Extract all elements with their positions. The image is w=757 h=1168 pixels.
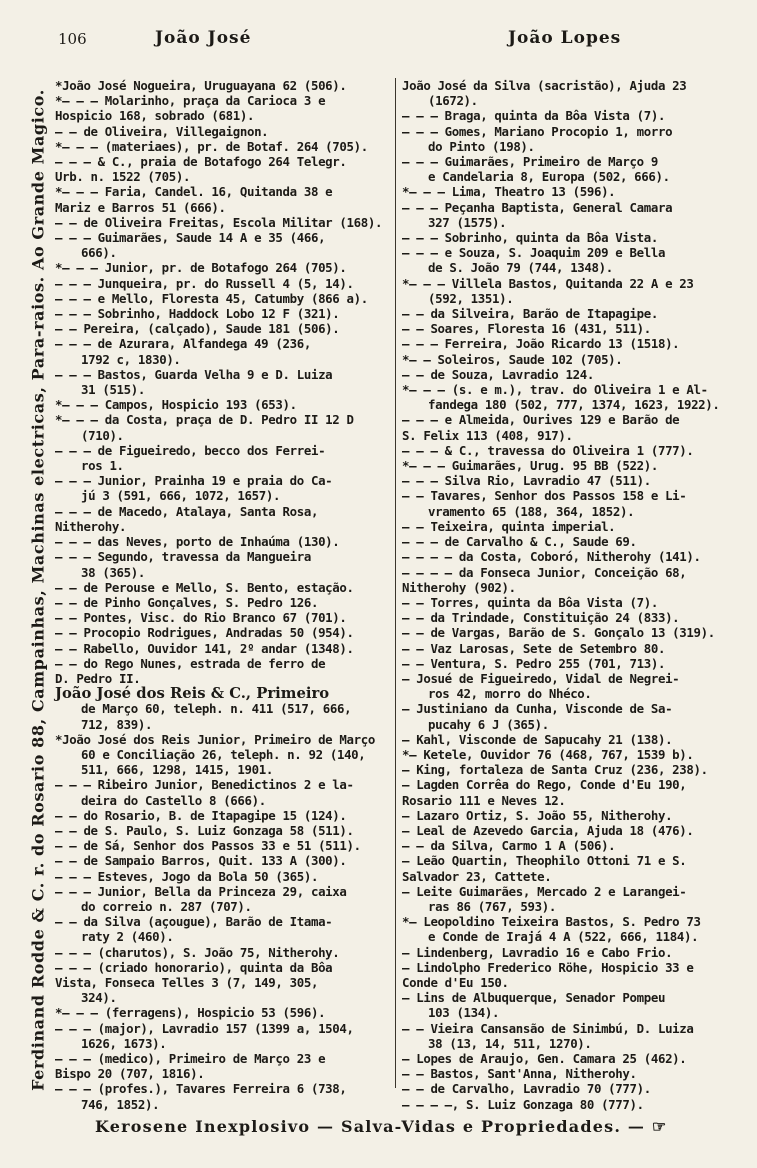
directory-line: *— Leopoldino Teixeira Bastos, S. Pedro 73 xyxy=(402,914,701,930)
directory-line: — — Vieira Cansansão de Sinimbú, D. Luiza xyxy=(402,1020,694,1036)
directory-line: *— — — Molarinho, praça da Carioca 3 e xyxy=(55,93,326,109)
directory-line: — Justiniano da Cunha, Visconde de Sa- xyxy=(402,701,673,717)
directory-line: Conde d'Eu 150. xyxy=(402,974,509,990)
running-head-right: João Lopes xyxy=(508,28,622,48)
directory-line: — — — de Macedo, Atalaya, Santa Rosa, xyxy=(55,503,319,519)
directory-line: — — da Silva, Carmo 1 A (506). xyxy=(402,838,616,854)
directory-line: Urb. n. 1522 (705). xyxy=(55,169,191,185)
footer-advertisement xyxy=(95,1117,667,1136)
directory-line: 511, 666, 1298, 1415, 1901. xyxy=(81,762,273,778)
directory-line: *João José Nogueira, Uruguayana 62 (506). xyxy=(55,78,347,93)
footer-text: Kerosene Inexplosivo — Salva-Vidas e Propriedades. — xyxy=(95,1117,646,1136)
directory-line: — — Rabello, Ouvidor 141, 2º andar (1348). xyxy=(55,640,354,656)
directory-line: — Lindolpho Frederico Röhe, Hospicio 33 e xyxy=(402,959,694,975)
directory-line: — — da Silveira, Barão de Itapagipe. xyxy=(402,306,658,322)
directory-line: S. Felix 113 (408, 917). xyxy=(402,427,573,443)
directory-line: — — — (criado honorario), quinta da Bôa xyxy=(55,959,333,975)
directory-line: *— Ketele, Ouvidor 76 (468, 767, 1539 b). xyxy=(402,746,694,762)
directory-line: — — — Gomes, Mariano Procopio 1, morro xyxy=(402,123,673,139)
directory-line: *— — — Campos, Hospicio 193 (653). xyxy=(55,397,297,413)
directory-line: 712, 839). xyxy=(81,716,153,732)
directory-line: — — — —, S. Luiz Gonzaga 80 (777). xyxy=(402,1096,644,1112)
directory-line: João José dos Reis & C., Primeiro xyxy=(55,685,330,703)
directory-line: — — de Oliveira Freitas, Escola Militar (168). xyxy=(55,214,383,230)
directory-line: 746, 1852). xyxy=(81,1096,160,1112)
directory-line: — King, fortaleza de Santa Cruz (236, 238). xyxy=(402,762,708,778)
directory-line: e Candelaria 8, Europa (502, 666). xyxy=(428,169,670,185)
directory-line: — — de Oliveira, Villegaignon. xyxy=(55,123,269,139)
directory-line: *João José dos Reis Junior, Primeiro de Março xyxy=(55,731,375,747)
directory-line: — Lazaro Ortiz, S. João 55, Nitherohy. xyxy=(402,807,673,823)
running-head-left: João José xyxy=(155,28,252,48)
directory-line: — Lopes de Araujo, Gen. Camara 25 (462). xyxy=(402,1051,687,1066)
directory-line: — — Tavares, Senhor dos Passos 158 e Li- xyxy=(402,488,687,504)
directory-line: — — — Guimarães, Primeiro de Março 9 xyxy=(402,154,658,170)
directory-line: — — — & C., praia de Botafogo 264 Telegr. xyxy=(55,154,347,170)
directory-line: 1792 c, 1830). xyxy=(81,351,181,367)
pointing-hand-icon: ☞ xyxy=(651,1117,668,1136)
directory-line: — — de Vargas, Barão de S. Gonçalo 13 (319). xyxy=(402,625,715,641)
directory-line: — — — Bastos, Guarda Velha 9 e D. Luiza xyxy=(55,366,333,382)
directory-line: 324). xyxy=(81,990,117,1006)
directory-line: 31 (515). xyxy=(81,382,145,398)
directory-line: — — — — da Fonseca Junior, Conceição 68, xyxy=(402,564,687,580)
directory-line: — — Teixeira, quinta imperial. xyxy=(402,518,616,534)
directory-line: (592, 1351). xyxy=(428,290,514,306)
directory-line: — — — Junior, Prainha 19 e praia do Ca- xyxy=(55,473,333,489)
directory-line: Nitherohy. xyxy=(55,518,127,534)
directory-line: Nitherohy (902). xyxy=(402,579,516,595)
directory-line: — — — Guimarães, Saude 14 A e 35 (466, xyxy=(55,230,326,246)
directory-line: — Josué de Figueiredo, Vidal de Negrei- xyxy=(402,670,680,686)
directory-line: — — da Trindade, Constituição 24 (833). xyxy=(402,610,680,626)
directory-line: Salvador 23, Cattete. xyxy=(402,868,552,884)
directory-line: *— — — (s. e m.), trav. do Oliveira 1 e Al- xyxy=(402,382,708,398)
directory-line: — — Ventura, S. Pedro 255 (701, 713). xyxy=(402,655,666,671)
directory-line: — — Procopio Rodrigues, Andradas 50 (954). xyxy=(55,625,354,641)
directory-line: — — de S. Paulo, S. Luiz Gonzaga 58 (511). xyxy=(55,822,354,838)
directory-line: — — — Peçanha Baptista, General Camara xyxy=(402,199,673,215)
directory-line: raty 2 (460). xyxy=(81,929,174,945)
directory-line: — — — das Neves, porto de Inhaúma (130). xyxy=(55,534,340,550)
right-column xyxy=(395,78,724,1112)
directory-line: *— — — Junior, pr. de Botafogo 264 (705). xyxy=(55,260,347,276)
directory-line: — — — e Almeida, Ourives 129 e Barão de xyxy=(402,412,680,428)
directory-line: — — — Silva Rio, Lavradio 47 (511). xyxy=(402,473,651,489)
directory-line: — — — — da Costa, Coboró, Nitherohy (141). xyxy=(402,549,701,565)
directory-line: — — — e Souza, S. Joaquim 209 e Bella xyxy=(402,245,666,261)
directory-line: — — — de Carvalho & C., Saude 69. xyxy=(402,534,637,550)
directory-line: fandega 180 (502, 777, 1374, 1623, 1922). xyxy=(428,397,720,413)
directory-line: *— — — Lima, Theatro 13 (596). xyxy=(402,184,616,200)
directory-line: — Leão Quartin, Theophilo Ottoni 71 e S. xyxy=(402,853,687,869)
directory-line: — — — (medico), Primeiro de Março 23 e xyxy=(55,1051,326,1066)
directory-line: *— — — (materiaes), pr. de Botaf. 264 (705). xyxy=(55,138,368,154)
directory-line: — — — & C., travessa do Oliveira 1 (777). xyxy=(402,442,694,458)
directory-line: — — — (major), Lavradio 157 (1399 a, 1504, xyxy=(55,1020,354,1036)
directory-line: — — — e Mello, Floresta 45, Catumby (866 a). xyxy=(55,290,368,306)
directory-line: Vista, Fonseca Telles 3 (7, 149, 305, xyxy=(55,974,319,990)
directory-line: — — — Ribeiro Junior, Benedictinos 2 e la- xyxy=(55,777,354,793)
directory-line: de S. João 79 (744, 1348). xyxy=(428,260,613,276)
directory-line: — — — de Azurara, Alfandega 49 (236, xyxy=(55,336,311,352)
directory-line: vramento 65 (188, 364, 1852). xyxy=(428,503,635,519)
directory-line: do correio n. 287 (707). xyxy=(81,898,252,914)
directory-line: — — — Sobrinho, Haddock Lobo 12 F (321). xyxy=(55,306,340,322)
directory-line: — — — (profes.), Tavares Ferreira 6 (738, xyxy=(55,1081,347,1097)
directory-line: — — — Braga, quinta da Bôa Vista (7). xyxy=(402,108,666,124)
directory-line: 60 e Conciliação 26, teleph. n. 92 (140, xyxy=(81,746,366,762)
page-number: 106 xyxy=(58,30,87,48)
directory-line: — — — (charutos), S. João 75, Nitherohy. xyxy=(55,944,340,960)
left-column xyxy=(55,78,390,1112)
directory-line: ros 42, morro do Nhéco. xyxy=(428,686,592,702)
directory-line: — — — Segundo, travessa da Mangueira xyxy=(55,549,311,565)
directory-line: *— — — da Costa, praça de D. Pedro II 12 D xyxy=(55,412,354,428)
directory-line: — — — de Figueiredo, becco dos Ferrei- xyxy=(55,442,326,458)
directory-line: 103 (134). xyxy=(428,1005,500,1021)
directory-line: — — — Esteves, Jogo da Bola 50 (365). xyxy=(55,868,319,884)
directory-line: 666). xyxy=(81,245,117,261)
directory-line: — — de Perouse e Mello, S. Bento, estação. xyxy=(55,579,354,595)
directory-line: — — — Junior, Bella da Princeza 29, caixa xyxy=(55,883,347,899)
directory-line: *— — — Villela Bastos, Quitanda 22 A e 23 xyxy=(402,275,694,291)
directory-line: e Conde de Irajá 4 A (522, 666, 1184). xyxy=(428,929,699,945)
directory-line: (1672). xyxy=(428,93,478,109)
directory-line: pucahy 6 J (365). xyxy=(428,716,549,732)
directory-line: *— — — (ferragens), Hospicio 53 (596). xyxy=(55,1005,326,1021)
directory-line: — — de Souza, Lavradio 124. xyxy=(402,366,594,382)
directory-line: de Março 60, teleph. n. 411 (517, 666, xyxy=(81,701,352,717)
directory-line: Hospicio 168, sobrado (681). xyxy=(55,108,255,124)
directory-line: ros 1. xyxy=(81,458,124,474)
directory-line: Bispo 20 (707, 1816). xyxy=(55,1066,205,1082)
directory-line: 38 (365). xyxy=(81,564,145,580)
directory-line: — Leal de Azevedo Garcia, Ajuda 18 (476). xyxy=(402,822,694,838)
directory-line: — — Pontes, Visc. do Rio Branco 67 (701). xyxy=(55,610,347,626)
directory-line: — — Soares, Floresta 16 (431, 511). xyxy=(402,321,651,337)
directory-line: — — Pereira, (calçado), Saude 181 (506). xyxy=(55,321,340,337)
directory-line: — Leite Guimarães, Mercado 2 e Larangei- xyxy=(402,883,687,899)
directory-line: — — de Pinho Gonçalves, S. Pedro 126. xyxy=(55,594,319,610)
directory-line: — Lagden Corrêa do Rego, Conde d'Eu 190, xyxy=(402,777,687,793)
directory-line: ras 86 (767, 593). xyxy=(428,898,556,914)
directory-line: — — Torres, quinta da Bôa Vista (7). xyxy=(402,594,658,610)
directory-line: 38 (13, 14, 511, 1270). xyxy=(428,1035,592,1051)
directory-line: (710). xyxy=(81,427,124,443)
directory-line: do Pinto (198). xyxy=(428,138,535,154)
directory-line: — — — Sobrinho, quinta da Bôa Vista. xyxy=(402,230,658,246)
directory-line: *— — — Faria, Candel. 16, Quitanda 38 e xyxy=(55,184,333,200)
directory-line: — — de Carvalho, Lavradio 70 (777). xyxy=(402,1081,651,1097)
directory-line: — Kahl, Visconde de Sapucahy 21 (138). xyxy=(402,731,673,747)
directory-line: — — — Ferreira, João Ricardo 13 (1518). xyxy=(402,336,680,352)
directory-line: Mariz e Barros 51 (666). xyxy=(55,199,226,215)
directory-line: 327 (1575). xyxy=(428,214,507,230)
directory-line: — — Bastos, Sant'Anna, Nitherohy. xyxy=(402,1066,637,1082)
directory-line: — Lins de Albuquerque, Senador Pompeu xyxy=(402,990,666,1006)
directory-line: — — da Silva (açougue), Barão de Itama- xyxy=(55,914,333,930)
directory-line: — — — Junqueira, pr. do Russell 4 (5, 14). xyxy=(55,275,354,291)
directory-line: — Lindenberg, Lavradio 16 e Cabo Frio. xyxy=(402,944,673,960)
directory-line: jú 3 (591, 666, 1072, 1657). xyxy=(81,488,281,504)
side-advertisement: Ferdinand Rodde & C. r. do Rosario 88, Campainhas, Machinas electricas, Para-raios. Ao Grande Magico. xyxy=(28,89,48,1091)
directory-line: Rosario 111 e Neves 12. xyxy=(402,792,566,808)
directory-line: *— — Soleiros, Saude 102 (705). xyxy=(402,351,623,367)
directory-line: — — do Rosario, B. de Itapagipe 15 (124). xyxy=(55,807,347,823)
directory-line: — — de Sampaio Barros, Quit. 133 A (300). xyxy=(55,853,347,869)
directory-line: — — de Sá, Senhor dos Passos 33 e 51 (511). xyxy=(55,838,361,854)
directory-line: — — Vaz Larosas, Sete de Setembro 80. xyxy=(402,640,666,656)
directory-line: 1626, 1673). xyxy=(81,1035,167,1051)
directory-line: deira do Castello 8 (666). xyxy=(81,792,266,808)
directory-line: *— — — Guimarães, Urug. 95 BB (522). xyxy=(402,458,658,474)
directory-line: D. Pedro II. xyxy=(55,670,141,686)
directory-line: João José da Silva (sacristão), Ajuda 23 xyxy=(402,78,687,93)
directory-line: — — do Rego Nunes, estrada de ferro de xyxy=(55,655,326,671)
